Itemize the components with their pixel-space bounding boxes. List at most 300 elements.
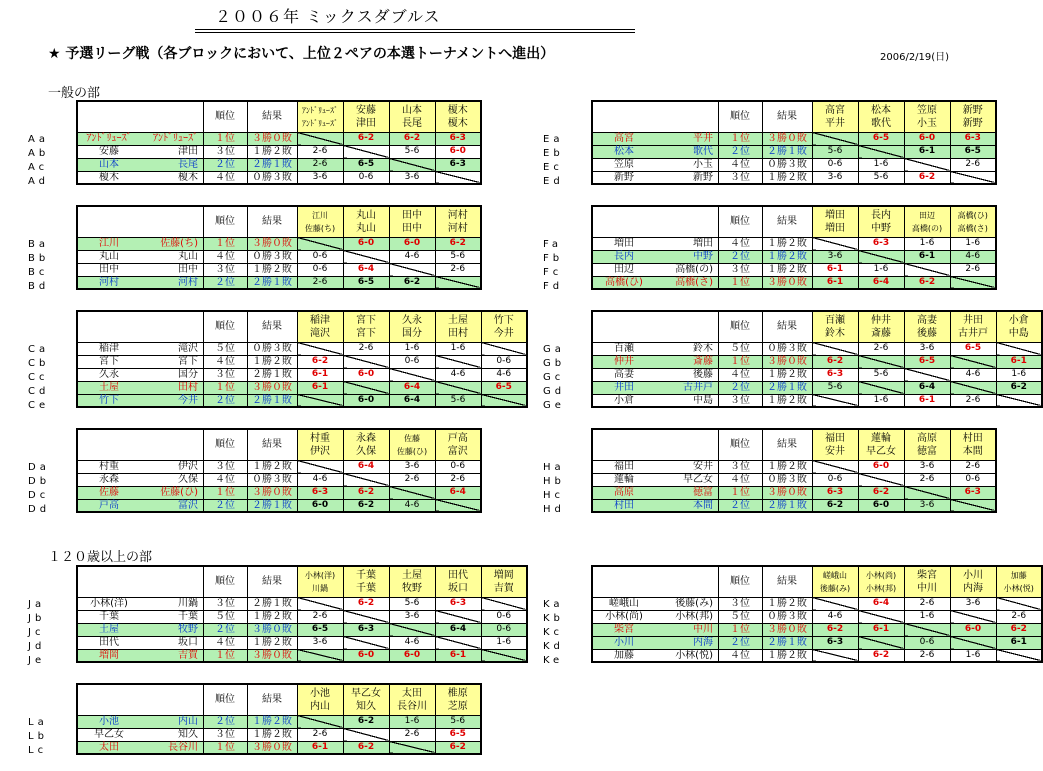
opponent-name-2: 田中 (402, 222, 422, 234)
row-label: Ad (28, 176, 50, 187)
score-cell: 6-5 (343, 158, 389, 171)
opponent-name-2: 知久 (356, 700, 376, 712)
row-label: Gd (543, 386, 566, 397)
score-cell: 6-4 (389, 394, 435, 407)
score-cell: 6-4 (389, 381, 435, 394)
opponent-header (950, 101, 996, 132)
table-row (592, 381, 1042, 394)
player-1: 田代 (99, 637, 119, 648)
pair-cell (77, 250, 203, 263)
rank-cell: ３位 (203, 460, 247, 473)
empty-cell (343, 250, 389, 263)
opponent-header (858, 429, 904, 460)
score-cell: 6-2 (904, 171, 950, 184)
result-header: 結果 (762, 311, 812, 342)
row-label: Da (28, 462, 50, 473)
pair-cell (77, 145, 203, 158)
score-cell: 2-6 (950, 263, 996, 276)
opponent-header (297, 684, 343, 715)
score-cell: 4-6 (950, 368, 996, 381)
empty-cell (996, 597, 1042, 610)
score-cell: 0-6 (481, 355, 527, 368)
pair-cell (592, 473, 718, 486)
player-1: 井田 (614, 382, 634, 393)
table-row (592, 394, 1042, 407)
score-cell: 6-3 (950, 132, 996, 145)
opponent-name-1: 土屋 (448, 314, 468, 326)
player-2: 河村 (178, 276, 198, 288)
opponent-header (904, 429, 950, 460)
score-cell: 4-6 (389, 250, 435, 263)
score-cell: 6-2 (343, 715, 389, 728)
table-row (77, 486, 481, 499)
player-1: 仲井 (614, 356, 634, 367)
player-1: 安藤 (99, 146, 119, 157)
pair-cell (77, 741, 203, 754)
rank-cell: ２位 (203, 394, 247, 407)
rank-cell: ２位 (718, 636, 762, 649)
opponent-name-2: 伊沢 (310, 445, 330, 457)
score-cell: 6-0 (435, 145, 481, 158)
player-2: 本間 (693, 499, 713, 511)
header-row (77, 566, 527, 597)
score-cell: 6-2 (343, 132, 389, 145)
opponent-name-2: 滝沢 (310, 327, 330, 339)
pair-cell (592, 342, 718, 355)
opponent-name-1: 長内 (871, 209, 891, 221)
score-cell: 3-6 (389, 460, 435, 473)
score-cell: 3-6 (950, 597, 996, 610)
score-cell: 6-5 (858, 132, 904, 145)
block-c (76, 310, 526, 408)
score-cell: 4-6 (435, 368, 481, 381)
result-header: 結果 (762, 206, 812, 237)
score-cell: 6-5 (950, 342, 996, 355)
opponent-name-2: 小玉 (917, 117, 937, 129)
rank-cell: １位 (203, 486, 247, 499)
player-1: 早乙女 (94, 729, 124, 740)
score-cell: 6-3 (435, 132, 481, 145)
table-row (77, 263, 481, 276)
opponent-name-1: ｱﾝﾄﾞﾘｭｰｽﾞ (302, 105, 338, 115)
score-cell: 6-0 (343, 394, 389, 407)
score-cell: 4-6 (950, 250, 996, 263)
result-cell: １勝２敗 (762, 263, 812, 276)
rank-header: 順位 (718, 206, 762, 237)
block-table (591, 100, 997, 185)
result-cell: ３勝０敗 (762, 623, 812, 636)
empty-cell (858, 610, 904, 623)
opponent-name-1: 小池 (310, 687, 330, 699)
opponent-name-2: 中野 (871, 222, 891, 234)
row-label: Ea (543, 134, 564, 145)
row-label: Kc (543, 627, 564, 638)
score-cell: 6-2 (996, 381, 1042, 394)
opponent-name-1: 加藤 (1010, 570, 1027, 580)
table-row (77, 623, 527, 636)
player-2: 鈴木 (693, 343, 713, 354)
score-cell: 0-6 (481, 610, 527, 623)
result-cell: １勝２敗 (247, 636, 297, 649)
row-label: Kb (543, 613, 564, 624)
score-cell: 0-6 (297, 250, 343, 263)
empty-cell (950, 171, 996, 184)
pair-cell (592, 381, 718, 394)
pair-cell (592, 355, 718, 368)
empty-cell (950, 610, 996, 623)
opponent-header (858, 101, 904, 132)
pair-cell (592, 171, 718, 184)
opponent-header (481, 311, 527, 342)
opponent-header (389, 429, 435, 460)
empty-cell (297, 460, 343, 473)
opponent-header (950, 429, 996, 460)
rank-cell: ２位 (718, 381, 762, 394)
pair-cell (77, 486, 203, 499)
player-1: 加藤 (614, 649, 634, 661)
player-2: 内山 (178, 716, 198, 727)
score-cell: 2-6 (904, 597, 950, 610)
rank-cell: ５位 (203, 610, 247, 623)
score-cell: 0-6 (343, 171, 389, 184)
opponent-name-2: 中島 (1008, 327, 1029, 339)
empty-cell (950, 276, 996, 289)
result-cell: ０勝３敗 (762, 158, 812, 171)
row-label: Ed (543, 176, 564, 187)
rank-cell: ４位 (718, 649, 762, 662)
empty-cell (812, 460, 858, 473)
table-row (592, 237, 996, 250)
empty-cell (858, 381, 904, 394)
table-row (77, 250, 481, 263)
result-cell: ２勝１敗 (762, 499, 812, 512)
score-cell: 6-1 (812, 276, 858, 289)
rank-cell: ３位 (203, 145, 247, 158)
pair-header (592, 429, 718, 460)
opponent-name-2: 高橋(の) (911, 223, 943, 233)
result-cell: ２勝１敗 (762, 145, 812, 158)
rank-cell: ４位 (203, 473, 247, 486)
opponent-name-1: 松本 (871, 104, 891, 116)
result-cell: １勝２敗 (762, 250, 812, 263)
opponent-header (904, 206, 950, 237)
score-cell: 6-0 (343, 649, 389, 662)
opponent-header (858, 311, 904, 342)
player-1: 小倉 (614, 394, 634, 406)
opponent-header (389, 311, 435, 342)
pair-cell (77, 263, 203, 276)
rank-cell: １位 (718, 623, 762, 636)
empty-cell (812, 394, 858, 407)
player-1: 高妻 (614, 369, 634, 380)
table-row (592, 636, 1042, 649)
block-table (76, 683, 482, 755)
block-table (76, 100, 482, 185)
opponent-header (435, 566, 481, 597)
date: 2006/2/19(日) (880, 52, 950, 63)
player-1: 久永 (99, 369, 119, 380)
opponent-header (996, 566, 1042, 597)
row-label: Ke (543, 655, 564, 666)
row-label: Je (28, 655, 46, 666)
empty-cell (858, 636, 904, 649)
row-label: Gc (543, 372, 565, 383)
score-cell: 6-0 (858, 499, 904, 512)
rank-cell: ３位 (203, 368, 247, 381)
empty-cell (481, 649, 527, 662)
pair-cell (77, 473, 203, 486)
player-2: 富沢 (178, 499, 198, 511)
pair-header (592, 566, 718, 597)
player-1: ｱﾝﾄﾞﾘｭｰｽﾞ (86, 133, 132, 144)
player-2: ｱﾝﾄﾞﾘｭｰｽﾞ (153, 133, 198, 144)
score-cell: 6-2 (996, 623, 1042, 636)
score-cell: 3-6 (389, 610, 435, 623)
opponent-name-1: 稲津 (310, 314, 330, 326)
score-cell: 6-2 (435, 237, 481, 250)
empty-cell (435, 276, 481, 289)
player-2: 田村 (178, 382, 198, 393)
empty-cell (858, 145, 904, 158)
table-row (77, 394, 527, 407)
score-cell: 4-6 (812, 610, 858, 623)
player-2: 後藤 (693, 369, 713, 380)
result-cell: １勝２敗 (762, 394, 812, 407)
result-cell: １勝２敗 (247, 728, 297, 741)
score-cell: 6-4 (858, 597, 904, 610)
table-row (77, 132, 481, 145)
score-cell: 2-6 (343, 342, 389, 355)
rank-cell: ４位 (203, 250, 247, 263)
player-2: 小林(悦) (675, 649, 713, 661)
score-cell: 1-6 (904, 237, 950, 250)
score-cell: 4-6 (389, 499, 435, 512)
empty-cell (389, 368, 435, 381)
opponent-name-1: 井田 (963, 314, 983, 326)
empty-cell (950, 355, 996, 368)
table-row (592, 250, 996, 263)
result-header: 結果 (762, 101, 812, 132)
opponent-name-2: 坂口 (448, 582, 468, 594)
opponent-name-2: 後藤(み) (819, 583, 851, 593)
empty-cell (858, 355, 904, 368)
opponent-name-2: 津田 (356, 117, 376, 129)
opponent-name-1: 小倉 (1008, 314, 1029, 326)
player-1: 山本 (99, 159, 119, 170)
pair-cell (592, 368, 718, 381)
score-cell: 0-6 (297, 263, 343, 276)
opponent-name-2: 丸山 (356, 222, 376, 234)
result-header: 結果 (247, 101, 297, 132)
table-row (77, 649, 527, 662)
result-cell: ３勝０敗 (247, 237, 297, 250)
score-cell: 2-6 (389, 728, 435, 741)
opponent-name-1: 百瀬 (825, 314, 845, 326)
pair-cell (77, 381, 203, 394)
opponent-header (343, 566, 389, 597)
score-cell: 5-6 (389, 597, 435, 610)
empty-cell (996, 394, 1042, 407)
row-label: Gb (543, 358, 566, 369)
pair-cell (77, 342, 203, 355)
result-cell: １勝２敗 (247, 460, 297, 473)
player-2: 田中 (178, 264, 198, 275)
block-g (591, 310, 1041, 408)
score-cell: 6-0 (343, 237, 389, 250)
row-label: Ga (543, 344, 565, 355)
player-2: 歌代 (693, 146, 713, 157)
rank-cell: ５位 (718, 342, 762, 355)
player-1: 太田 (99, 741, 119, 753)
score-cell: 5-6 (858, 171, 904, 184)
rank-cell: １位 (203, 237, 247, 250)
row-label: Ge (543, 400, 565, 411)
score-cell: 2-6 (435, 263, 481, 276)
result-cell: ０勝３敗 (247, 250, 297, 263)
score-cell: 6-5 (481, 381, 527, 394)
player-2: 徳富 (693, 487, 713, 498)
player-2: 高橋(の) (675, 264, 713, 275)
score-cell: 6-1 (858, 623, 904, 636)
empty-cell (343, 636, 389, 649)
empty-cell (297, 132, 343, 145)
opponent-name-2: 高橋(さ) (957, 223, 988, 233)
opponent-header (812, 566, 858, 597)
opponent-name-2: 田村 (448, 327, 468, 339)
row-label: Dd (28, 504, 51, 515)
rank-cell: １位 (203, 132, 247, 145)
opponent-header (297, 429, 343, 460)
result-cell: ３勝０敗 (247, 623, 297, 636)
pair-cell (77, 636, 203, 649)
pair-cell (77, 715, 203, 728)
empty-cell (297, 237, 343, 250)
opponent-name-1: 久永 (402, 314, 422, 326)
player-2: 小玉 (693, 159, 713, 170)
player-1: 蓮輪 (614, 474, 634, 485)
opponent-name-1: 安藤 (356, 104, 376, 116)
result-cell: １勝２敗 (247, 610, 297, 623)
empty-cell (950, 499, 996, 512)
header-row (592, 311, 1042, 342)
player-2: 坂口 (178, 637, 198, 648)
opponent-name-2: 小林(悦) (1003, 583, 1034, 593)
rank-header: 順位 (718, 429, 762, 460)
row-label: Ec (543, 162, 563, 173)
opponent-header (812, 101, 858, 132)
player-2: 久保 (178, 474, 198, 485)
pair-cell (592, 499, 718, 512)
header-row (77, 429, 481, 460)
score-cell: 6-1 (297, 741, 343, 754)
row-label: Db (28, 476, 51, 487)
rank-cell: ４位 (203, 636, 247, 649)
opponent-name-1: 早乙女 (351, 687, 381, 699)
pair-cell (592, 623, 718, 636)
empty-cell (904, 368, 950, 381)
score-cell: 6-4 (435, 486, 481, 499)
row-label: Lb (28, 731, 48, 742)
block-table (76, 565, 528, 663)
score-cell: 6-2 (858, 486, 904, 499)
result-cell: ２勝１敗 (247, 158, 297, 171)
opponent-name-1: 増田 (825, 209, 845, 221)
score-cell: 0-6 (904, 636, 950, 649)
empty-cell (389, 741, 435, 754)
score-cell: 6-4 (343, 263, 389, 276)
opponent-name-1: 柴宮 (917, 569, 937, 581)
player-1: 竹下 (99, 394, 119, 406)
score-cell: 6-3 (812, 636, 858, 649)
pair-header (77, 429, 203, 460)
score-cell: 3-6 (297, 636, 343, 649)
pair-header (592, 101, 718, 132)
score-cell: 2-6 (297, 145, 343, 158)
score-cell: 6-4 (858, 276, 904, 289)
rank-cell: ４位 (718, 237, 762, 250)
row-label: Kd (543, 641, 564, 652)
score-cell: 1-6 (435, 342, 481, 355)
score-cell: 2-6 (435, 473, 481, 486)
score-cell: 5-6 (812, 381, 858, 394)
pair-cell (77, 460, 203, 473)
table-row (77, 368, 527, 381)
player-2: 中野 (693, 251, 713, 262)
score-cell: 2-6 (297, 728, 343, 741)
table-row (592, 355, 1042, 368)
opponent-header (904, 566, 950, 597)
table-row (592, 342, 1042, 355)
result-cell: ２勝１敗 (247, 394, 297, 407)
empty-cell (297, 715, 343, 728)
block-j (76, 565, 526, 663)
player-1: 笠原 (614, 159, 634, 170)
header-row (592, 566, 1042, 597)
result-header: 結果 (247, 429, 297, 460)
opponent-name-2: 佐藤(ひ) (396, 446, 428, 456)
block-table (76, 205, 482, 290)
rank-cell: ３位 (718, 394, 762, 407)
empty-cell (389, 623, 435, 636)
opponent-header (389, 684, 435, 715)
opponent-name-1: 小川 (963, 569, 983, 581)
opponent-name-2: 千葉 (356, 582, 376, 594)
score-cell: 6-4 (904, 381, 950, 394)
result-cell: ３勝０敗 (247, 381, 297, 394)
rank-cell: ５位 (718, 610, 762, 623)
player-2: 川鍋 (178, 598, 198, 609)
result-cell: ３勝０敗 (762, 486, 812, 499)
pair-cell (592, 486, 718, 499)
row-label: Fd (543, 281, 564, 292)
opponent-name-2: 鈴木 (825, 327, 845, 339)
player-2: 長尾 (178, 159, 198, 170)
score-cell: 6-3 (858, 237, 904, 250)
player-1: 長内 (614, 251, 634, 262)
score-cell: 6-3 (950, 486, 996, 499)
result-cell: ２勝１敗 (762, 381, 812, 394)
score-cell: 6-1 (297, 368, 343, 381)
result-cell: １勝２敗 (762, 460, 812, 473)
block-k (591, 565, 1041, 663)
player-2: 中島 (693, 394, 713, 406)
empty-cell (435, 381, 481, 394)
row-label: Hd (543, 504, 565, 515)
score-cell: 6-2 (435, 741, 481, 754)
result-cell: ３勝０敗 (762, 355, 812, 368)
pair-cell (77, 597, 203, 610)
empty-cell (297, 597, 343, 610)
